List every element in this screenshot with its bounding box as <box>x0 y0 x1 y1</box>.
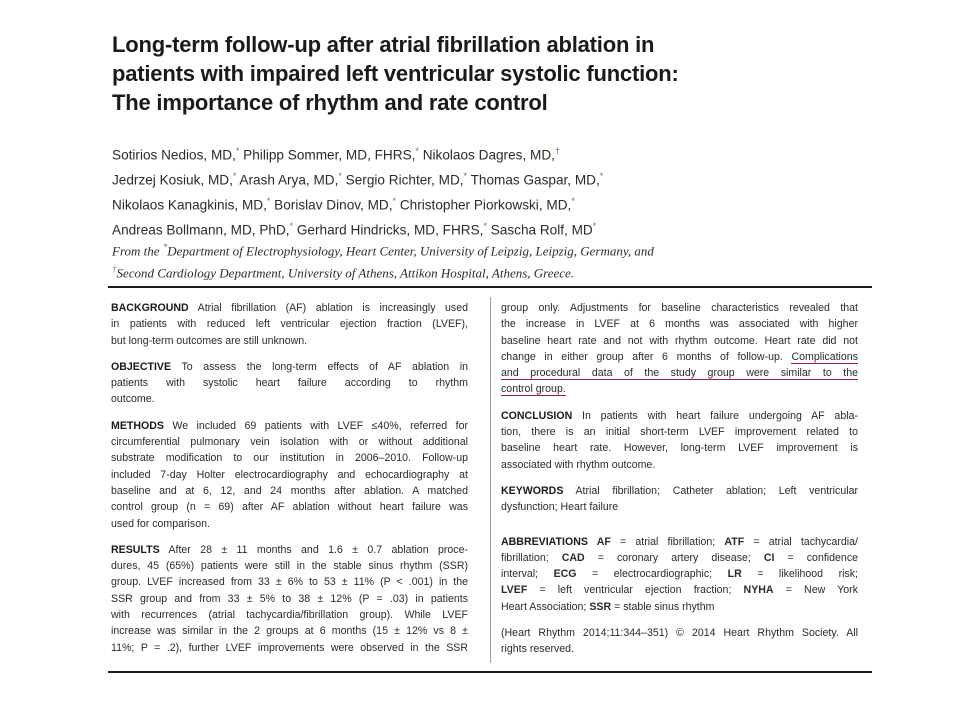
abstract-right-column <box>501 300 858 668</box>
affiliation-line: From the *Department of Electrophysiology, Heart Center, University of Leipzig, Leipzig, Germany, and <box>112 242 654 259</box>
citation: (Heart Rhythm 2014;11:344–351) © 2014 Heart Rhythm Society. All rights reserved. <box>501 627 858 656</box>
results-section: RESULTS After 28 ± 11 months and 1.6 ± 0.7 ablation proce- dures, 45 (65%) patients were still in the stable sinus rhythm (SSR) group. LVEF increased from 33 ± 6% to 53 ± 11% (P < .001) in the SSR group and from 33 ± 5% to 38 ± 12% (P = .03) in patients with recurrences (atrial tachycardia/fibrillation group). While LVEF increase was similar in the 2 groups at 6 months (15 ± 12% vs 8 ± 11%; P = .2), further LVEF improvements were observed in the SSR <box>111 543 468 654</box>
author-line: Jedrzej Kosiuk, MD,* Arash Arya, MD,* Sergio Richter, MD,* Thomas Gaspar, MD,* <box>112 171 604 188</box>
bottom-rule <box>108 671 872 673</box>
background-section: BACKGROUND Atrial fibrillation (AF) ablation is increasingly used in patients with reduced left ventricular ejection fraction (LVEF), but long-term outcomes are still unknown. <box>111 302 468 347</box>
conclusion-section: CONCLUSION In patients with heart failure undergoing AF abla- tion, there is an initial short-term LVEF improvement related to baseline heart rate. However, long-term LVEF improvement is associated with rhythm outcome. <box>501 409 858 471</box>
highlighted-text: control group. <box>501 383 566 396</box>
author-line: Nikolaos Kanagkinis, MD,* Borislav Dinov, MD,* Christopher Piorkowski, MD,* <box>112 196 575 213</box>
affiliation-line: †Second Cardiology Department, University of Athens, Attikon Hospital, Athens, Greece. <box>112 264 575 281</box>
objective-section: OBJECTIVE To assess the long-term effects of AF ablation in patients with systolic heart failure according to rhythm outcome. <box>111 360 468 406</box>
top-rule <box>108 286 872 288</box>
highlighted-text: Complications <box>791 350 858 363</box>
results-heading: RESULTS <box>111 543 160 556</box>
conclusion-heading: CONCLUSION <box>501 409 573 422</box>
objective-heading: OBJECTIVE <box>111 360 172 373</box>
highlighted-text: and procedural data of the study group were similar to the <box>501 367 858 380</box>
results-continued: group only. Adjustments for baseline characteristics revealed that the increase in LVEF at 6 months was associated with higher baseline heart rate and not with rhythm outcome. Heart rate did not change in either group after 6 months of follow-up. Complications and procedural data of the study group were similar to the control group. <box>501 302 858 396</box>
author-list <box>112 141 872 241</box>
title-line: patients with impaired left ventricular systolic function: <box>112 61 679 86</box>
abbreviations-heading: ABBREVIATIONS <box>501 535 588 548</box>
abstract-left-column <box>111 300 468 666</box>
methods-section: METHODS We included 69 patients with LVEF ≤40%, referred for circumferential pulmonary vein isolation with or without additional substrate modification to our institution in 2006–2010. Follow-up included 7-day Holter electrocardiography and echocardiography at baseline and at 6, 12, and 24 months after ablation. A matched control group (n = 69) after AF ablation without heart failure was used for comparison. <box>111 419 468 530</box>
methods-heading: METHODS <box>111 419 164 432</box>
keywords-heading: KEYWORDS <box>501 484 564 497</box>
abbreviations-section: ABBREVIATIONS AF = atrial fibrillation; ATF = atrial tachycardia/ fibrillation; CAD = coronary artery disease; CI = confidence interval; ECG = electrocardiographic; LR = likelihood risk; LVEF = left ventricular ejection fraction; NYHA = New York Heart Association; SSR = stable sinus rhythm <box>501 535 859 613</box>
author-line: Sotirios Nedios, MD,* Philipp Sommer, MD, FHRS,* Nikolaos Dagres, MD,† <box>112 146 560 163</box>
column-divider <box>490 297 491 663</box>
article-title <box>112 30 872 117</box>
title-line: The importance of rhythm and rate control <box>112 90 548 115</box>
background-heading: BACKGROUND <box>111 302 189 314</box>
author-line: Andreas Bollmann, MD, PhD,* Gerhard Hindricks, MD, FHRS,* Sascha Rolf, MD* <box>112 221 597 238</box>
keywords-section: KEYWORDS Atrial fibrillation; Catheter ablation; Left ventricular dysfunction; Heart failure <box>501 484 858 514</box>
affiliations <box>112 238 872 283</box>
title-line: Long-term follow-up after atrial fibrillation ablation in <box>112 32 655 57</box>
